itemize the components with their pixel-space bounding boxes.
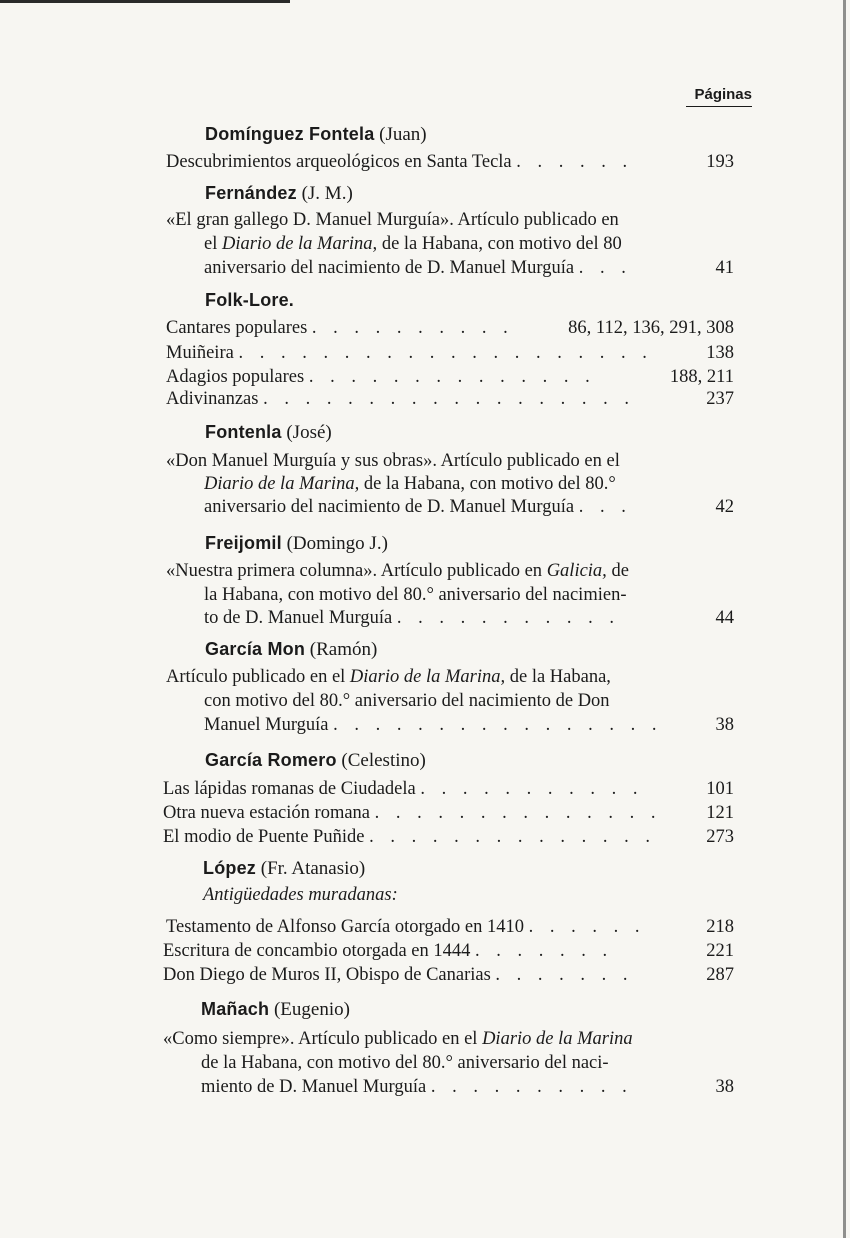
line-text: Artículo publicado en el	[166, 667, 350, 687]
index-line	[204, 714, 663, 736]
page-number: 221	[706, 941, 734, 961]
author-name: Fernández	[205, 183, 297, 203]
author-heading	[205, 183, 353, 205]
periodical-title: Galicia,	[546, 561, 607, 581]
line-title: Descubrimientos arqueológicos en Santa Tecla	[166, 152, 512, 172]
page-number: 138	[706, 343, 734, 363]
page-number: 101	[706, 779, 734, 799]
line-title: de la Habana, con motivo del 80.° aniversario del naci-	[201, 1053, 609, 1073]
page-edge-right	[843, 0, 846, 1238]
leader-dots: . . . . . .	[528, 917, 646, 937]
line-title: Escritura de concambio otorgada en 1444	[163, 941, 471, 961]
author-given-name: (Fr. Atanasio)	[260, 858, 366, 879]
index-line	[166, 342, 653, 364]
leader-dots: . . . . . . .	[495, 965, 634, 985]
author-given-name: (Eugenio)	[273, 999, 350, 1020]
line-title: Manuel Murguía	[204, 715, 329, 735]
index-line	[166, 450, 620, 472]
line-title: Cantares populares	[166, 318, 308, 338]
line-text: de la Habana, con motivo del 80.°	[359, 474, 616, 494]
author-heading	[201, 999, 350, 1021]
author-name: Fontenla	[205, 422, 282, 442]
line-text: de la Habana, con motivo del 80	[377, 234, 622, 254]
index-line	[204, 584, 626, 606]
author-given-name: (J. M.)	[301, 183, 353, 204]
index-line	[201, 1052, 609, 1074]
line-title: «Don Manuel Murguía y sus obras». Artículo publicado en el	[166, 451, 620, 471]
author-name: Folk-Lore.	[205, 290, 295, 310]
periodical-title: Diario de la Marina	[482, 1029, 633, 1049]
line-text: «Nuestra primera columna». Artículo publicado en	[166, 561, 547, 581]
page-number: 218	[706, 917, 734, 937]
index-line	[204, 496, 632, 518]
line-title: Adagios populares	[166, 367, 305, 387]
line-title: aniversario del nacimiento de D. Manuel Murguía	[204, 497, 575, 517]
line-title: Testamento de Alfonso García otorgado en 1410	[166, 917, 524, 937]
page-number: 193	[706, 152, 734, 172]
leader-dots: . . . . . . . . . . .	[420, 779, 644, 799]
page-number: 287	[706, 965, 734, 985]
author-given-name: (José)	[286, 422, 332, 443]
page-number: 273	[706, 827, 734, 847]
line-title: Don Diego de Muros II, Obispo de Canarias	[163, 965, 491, 985]
author-given-name: (Ramón)	[309, 639, 378, 660]
index-line	[163, 1028, 633, 1050]
author-heading	[203, 858, 365, 880]
line-title: aniversario del nacimiento de D. Manuel Murguía	[204, 258, 575, 278]
page-edge-top	[0, 0, 290, 3]
line-title: miento de D. Manuel Murguía	[201, 1077, 427, 1097]
line-title: Otra nueva estación romana	[163, 803, 371, 823]
index-line	[163, 802, 662, 824]
author-given-name: (Juan)	[379, 124, 427, 145]
index-line	[166, 666, 611, 688]
author-given-name: (Domingo J.)	[286, 533, 388, 554]
index-line	[166, 560, 629, 582]
index-line	[163, 778, 644, 800]
index-line	[166, 151, 633, 173]
author-given-name: (Celestino)	[341, 750, 426, 771]
periodical-title: Diario de la Marina,	[204, 474, 360, 494]
page-number: 38	[715, 1077, 734, 1097]
leader-dots: . . . . . . . . . . . . . . . .	[333, 715, 663, 735]
leader-dots: . . . . . . . . . . . . . . . . . . . .	[238, 343, 653, 363]
index-line	[166, 209, 619, 231]
author-heading	[205, 124, 427, 146]
index-line	[204, 257, 632, 279]
page-number: 42	[715, 497, 734, 517]
line-title: El modio de Puente Puñide	[163, 827, 365, 847]
leader-dots: . . . . . . . . . . .	[396, 608, 620, 628]
index-line	[204, 690, 610, 712]
page-number: 237	[706, 389, 734, 409]
line-title: la Habana, con motivo del 80.° aniversario del nacimien-	[204, 585, 627, 605]
author-heading	[205, 290, 294, 312]
page-number: 41	[715, 258, 734, 278]
page-number: 44	[715, 608, 734, 628]
author-heading	[205, 639, 377, 661]
index-line	[166, 366, 596, 388]
periodical-title: Diario de la Marina,	[349, 667, 506, 687]
line-title: Adivinanzas	[166, 389, 259, 409]
line-text: «Como siempre». Artículo publicado en el	[163, 1029, 483, 1049]
line-title: Muiñeira	[166, 343, 234, 363]
page-number: 121	[706, 803, 734, 823]
leader-dots: . . . . . . . . . .	[311, 318, 514, 338]
page-number: 86, 112, 136, 291, 308	[568, 318, 734, 338]
index-line	[166, 388, 635, 410]
author-name: Mañach	[201, 999, 270, 1019]
line-title: Las lápidas romanas de Ciudadela	[163, 779, 416, 799]
subsection-heading: Antigüedades muradanas:	[203, 885, 398, 905]
leader-dots: . . .	[578, 497, 632, 517]
page-number: 38	[715, 715, 734, 735]
column-header-paginas: Páginas	[686, 86, 752, 107]
index-line	[201, 1076, 633, 1098]
periodical-title: Diario de la Marina,	[221, 234, 378, 254]
author-name: López	[203, 858, 256, 878]
line-text: de	[606, 561, 629, 581]
index-line	[163, 964, 634, 986]
index-line	[204, 607, 620, 629]
author-heading	[205, 422, 332, 444]
index-line	[204, 233, 622, 255]
leader-dots: . . . . . .	[516, 152, 634, 172]
author-name: García Mon	[205, 639, 306, 659]
index-line	[163, 826, 656, 848]
leader-dots: . . . . . . .	[475, 941, 614, 961]
line-text: de la Habana,	[505, 667, 611, 687]
index-line	[204, 473, 616, 495]
line-title: «El gran gallego D. Manuel Murguía». Artículo publicado en	[166, 210, 619, 230]
index-line	[166, 317, 514, 339]
leader-dots: . . . . . . . . . . . . . .	[369, 827, 656, 847]
author-name: Domínguez Fontela	[205, 124, 375, 144]
index-line	[163, 940, 613, 962]
leader-dots: . . . . . . . . . .	[430, 1077, 633, 1097]
author-heading	[205, 533, 388, 555]
line-title: to de D. Manuel Murguía	[204, 608, 393, 628]
index-line	[166, 916, 646, 938]
line-title: con motivo del 80.° aniversario del nacimiento de Don	[204, 691, 610, 711]
author-heading	[205, 750, 426, 772]
leader-dots: . . . . . . . . . . . . . .	[374, 803, 662, 823]
line-text: el	[204, 234, 222, 254]
leader-dots: . . . . . . . . . . . . . . . . . .	[263, 389, 635, 409]
leader-dots: . . . . . . . . . . . . . .	[308, 367, 596, 387]
page-number: 188, 211	[669, 367, 734, 387]
author-name: Freijomil	[205, 533, 282, 553]
author-name: García Romero	[205, 750, 337, 770]
leader-dots: . . .	[578, 258, 632, 278]
